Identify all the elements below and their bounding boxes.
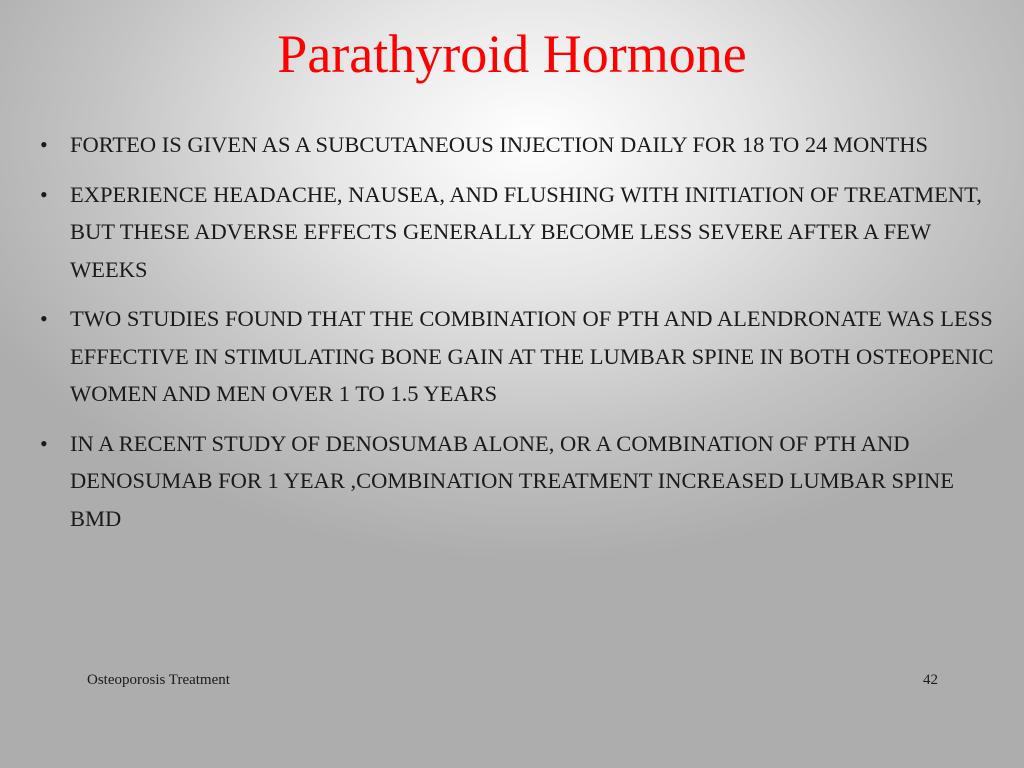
bullet-text: TWO STUDIES FOUND THAT THE COMBINATION OF PTH AND ALENDRONATE WAS LESS EFFECTIVE IN STIMULATING BONE GAIN AT THE LUMBAR SPINE IN BOTH OSTEOPENIC WOMEN AND MEN OVER 1 TO 1.5 YEARS xyxy=(70,306,994,406)
bullet-icon: • xyxy=(40,430,48,456)
bullet-text: IN A RECENT STUDY OF DENOSUMAB ALONE, OR A COMBINATION OF PTH AND DENOSUMAB FOR 1 YEAR ,COMBINATION TREATMENT INCREASED LUMBAR SPINE BMD xyxy=(70,430,955,531)
page-number: 42 xyxy=(923,672,938,688)
bullet-icon: • xyxy=(40,306,48,331)
bullet-icon: • xyxy=(40,132,48,157)
bullet-list xyxy=(40,126,1000,549)
bullet-item xyxy=(40,126,1000,164)
bullet-item xyxy=(40,425,1000,538)
footer-title: Osteoporosis Treatment xyxy=(87,672,230,688)
bullet-item xyxy=(40,300,1000,413)
bullet-item xyxy=(40,176,1000,289)
bullet-text: FORTEO IS GIVEN AS A SUBCUTANEOUS INJECTION DAILY FOR 18 TO 24 MONTHS xyxy=(70,132,928,157)
bullet-icon: • xyxy=(40,181,48,207)
bullet-text: EXPERIENCE HEADACHE, NAUSEA, AND FLUSHING WITH INITIATION OF TREATMENT, BUT THESE ADVERSE EFFECTS GENERALLY BECOME LESS SEVERE AFTER A FEW WEEKS xyxy=(70,181,982,282)
slide-title: Parathyroid Hormone xyxy=(277,24,747,84)
